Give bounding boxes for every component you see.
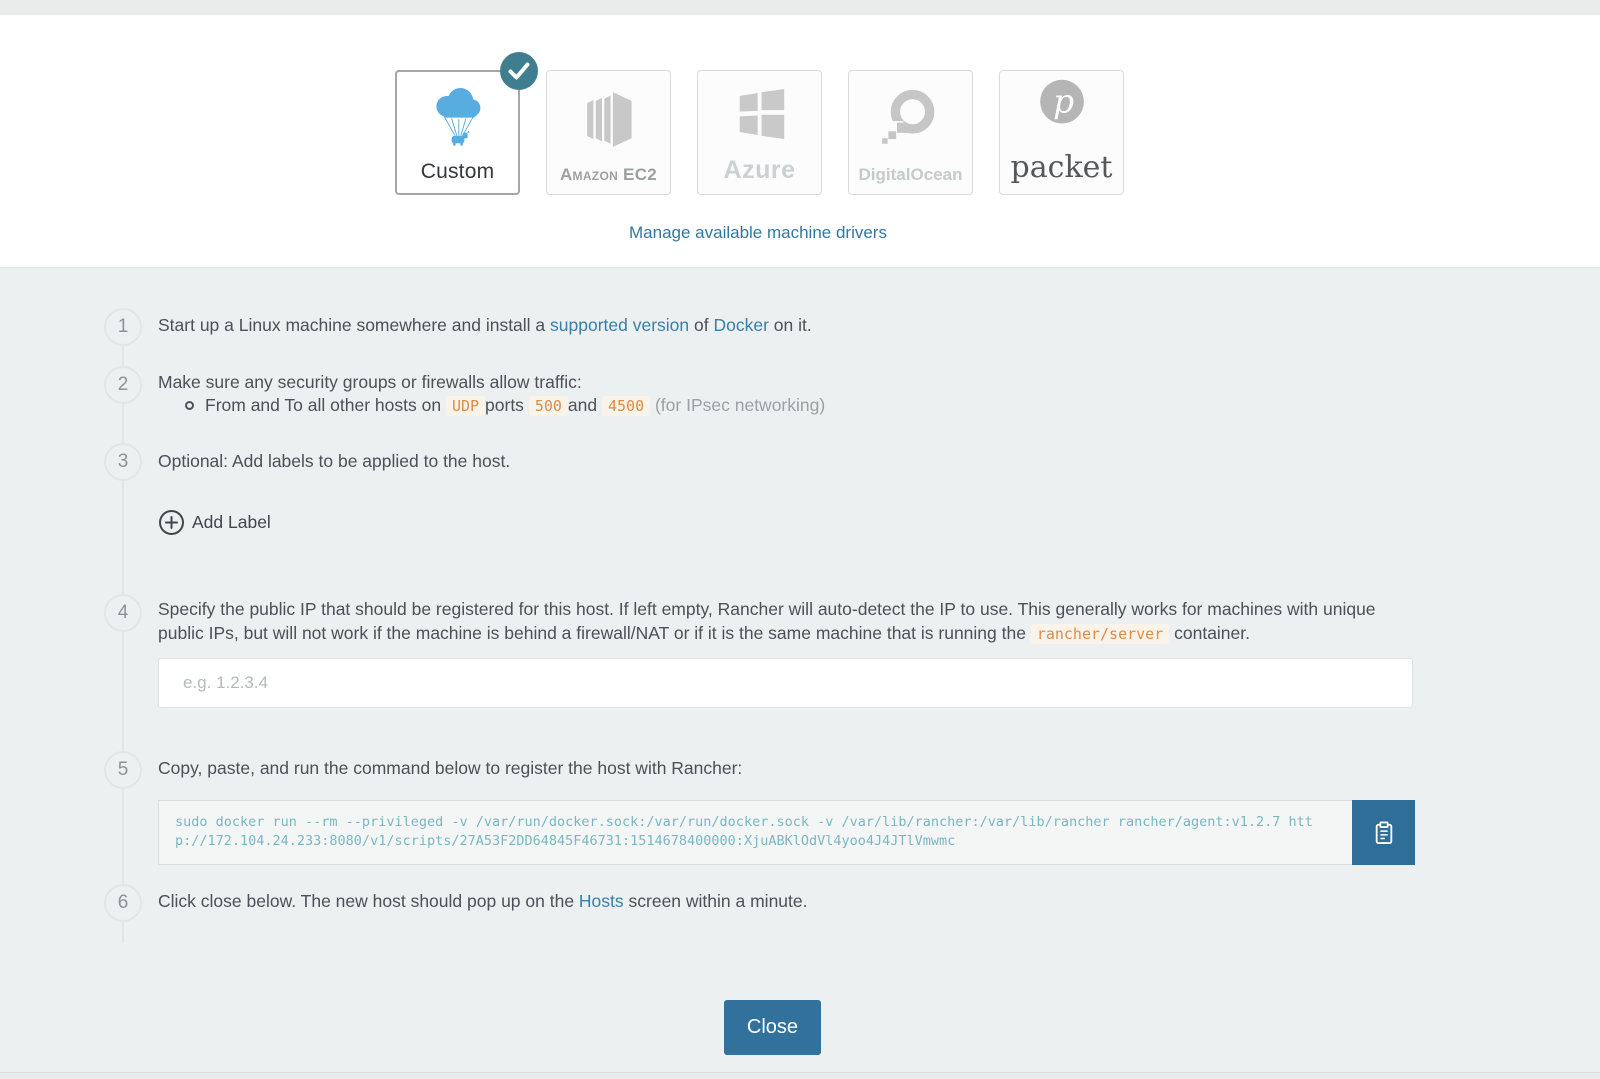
bottom-strip [0, 1072, 1600, 1079]
step-number-4: 4 [104, 594, 142, 632]
manage-machine-drivers-link[interactable]: Manage available machine drivers [629, 223, 887, 242]
driver-label: packet [1010, 150, 1113, 185]
copy-command-button[interactable] [1352, 800, 1415, 865]
step-number-2: 2 [104, 366, 142, 404]
step6-post: screen within a minute. [623, 891, 808, 911]
svg-text:p: p [1052, 82, 1074, 121]
port-4500-code: 4500 [602, 396, 650, 416]
step2-bullet [185, 395, 825, 416]
driver-card-packet[interactable] [999, 70, 1124, 195]
selected-check-icon [500, 52, 538, 90]
step-number-3: 3 [104, 443, 142, 481]
steps-timeline [122, 327, 124, 943]
plus-circle-icon [158, 509, 185, 536]
step-number-6: 6 [104, 884, 142, 922]
driver-label: DigitalOcean [858, 165, 963, 184]
driver-card-azure[interactable] [697, 70, 822, 195]
amazon-ec2-icon [547, 71, 670, 165]
udp-code: UDP [446, 396, 485, 416]
step1-text [158, 313, 812, 337]
packet-icon [1000, 71, 1123, 150]
step2-title: Make sure any security groups or firewalls allow traffic: [158, 372, 582, 392]
bullet-icon [185, 401, 194, 410]
bullet-mid2: and [567, 395, 598, 415]
public-ip-input[interactable] [158, 658, 1413, 708]
step1-pre: Start up a Linux machine somewhere and install a [158, 315, 551, 335]
step4-text [158, 597, 1410, 646]
driver-card-amazon-ec2[interactable] [546, 70, 671, 195]
ipsec-note: (for IPsec networking) [654, 395, 826, 415]
register-command-group [158, 800, 1415, 865]
step3-title: Optional: Add labels to be applied to the host. [158, 451, 511, 471]
step4-post: container. [1169, 623, 1250, 643]
top-strip [0, 0, 1600, 14]
register-command-box [158, 800, 1352, 865]
bullet-pre: From and To all other hosts on [205, 395, 442, 415]
driver-label: Azure [723, 156, 796, 184]
step6-text [158, 889, 808, 913]
step5-title: Copy, paste, and run the command below to register the host with Rancher: [158, 758, 743, 778]
driver-label: Custom [420, 160, 495, 183]
add-label-button[interactable] [158, 509, 271, 536]
hosts-link[interactable]: Hosts [578, 891, 624, 911]
step6-pre: Click close below. The new host should pop up on the [158, 891, 579, 911]
step1-post: on it. [768, 315, 812, 335]
azure-icon [698, 71, 821, 156]
step-number-1: 1 [104, 308, 142, 346]
clipboard-icon [1373, 821, 1395, 845]
docker-link[interactable]: Docker [713, 315, 769, 335]
close-button[interactable]: Close [724, 1000, 821, 1055]
driver-label: Amazon EC2 [559, 165, 658, 184]
driver-card-digitalocean[interactable] [848, 70, 973, 195]
step4-pre: Specify the public IP that should be registered for this host. If left empty, Rancher will auto-detect the IP to use. This generally works for machines with unique public IPs, but will not work if the machine is behind a firewall/NAT or if it is the same machine that is running the [158, 599, 1376, 643]
bullet-mid1: ports [485, 395, 524, 415]
add-label-text: Add Label [192, 512, 271, 532]
rancher-server-code: rancher/server [1031, 624, 1169, 644]
step-number-5: 5 [104, 751, 142, 789]
supported-version-link[interactable]: supported version [550, 315, 690, 335]
digitalocean-icon [849, 71, 972, 165]
step1-mid: of [689, 315, 714, 335]
register-command-text: sudo docker run --rm --privileged -v /var/run/docker.sock:/var/run/docker.sock -v /var/lib/rancher:/var/lib/rancher rancher/agent:v1.2.7 http://172.104.24.233:8080/v1/scripts/27A53F2DD64845F46731:1514678400000:XjuABKlOdVl4yoo4J4JTlVmwmc [175, 814, 1313, 849]
port-500-code: 500 [529, 396, 568, 416]
